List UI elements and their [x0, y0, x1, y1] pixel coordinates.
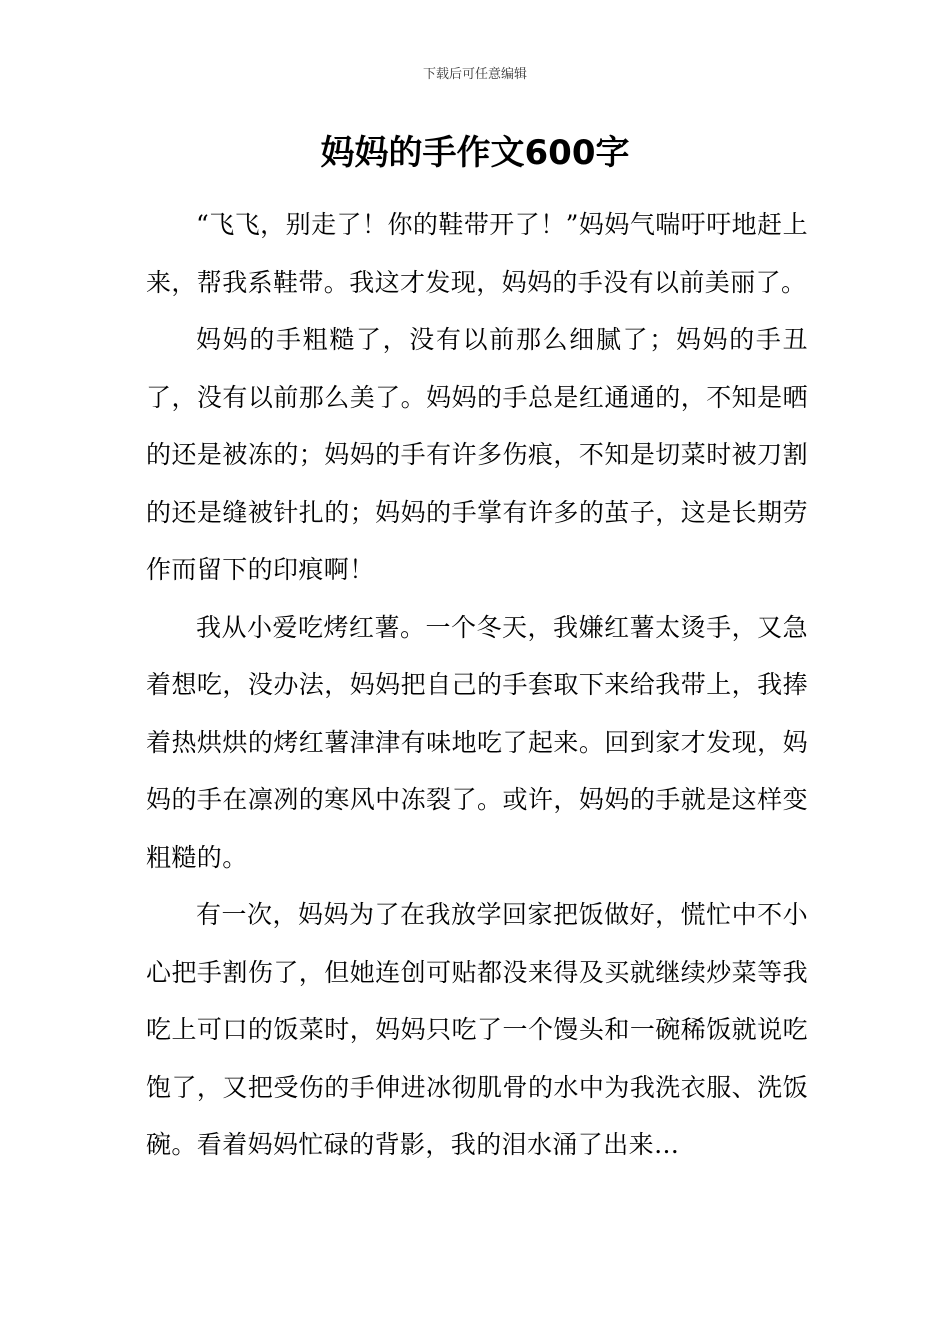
essay-body [146, 196, 808, 1174]
paragraph: 有一次，妈妈为了在我放学回家把饭做好，慌忙中不小心把手割伤了，但她连创可贴都没来得及买就继续炒菜等我吃上可口的饭菜时，妈妈只吃了一个馒头和一碗稀饭就说吃饱了，又把受伤的手伸进冰彻肌骨的水中为我洗衣服、洗饭碗。看着妈妈忙碌的背影，我的泪水涌了出来… [146, 900, 808, 1159]
paragraph: “飞飞，别走了！你的鞋带开了！”妈妈气喘吁吁地赶上来，帮我系鞋带。我这才发现，妈妈的手没有以前美丽了。 [146, 210, 808, 297]
page-title: 妈妈的手作文600字 [320, 133, 630, 173]
paragraph: 我从小爱吃烤红薯。一个冬天，我嫌红薯太烫手，又急着想吃，没办法，妈妈把自己的手套取下来给我带上，我捧着热烘烘的烤红薯津津有味地吃了起来。回到家才发现，妈妈的手在凛冽的寒风中冻裂了。或许，妈妈的手就是这样变粗糙的。 [146, 612, 808, 872]
header-note: 下载后可任意编辑 [422, 67, 527, 82]
paragraph: 妈妈的手粗糙了，没有以前那么细腻了；妈妈的手丑了，没有以前那么美了。妈妈的手总是红通通的，不知是晒的还是被冻的；妈妈的手有许多伤痕，不知是切菜时被刀割的还是缝被针扎的；妈妈的手掌有许多的茧子，这是长期劳作而留下的印痕啊！ [146, 325, 808, 584]
